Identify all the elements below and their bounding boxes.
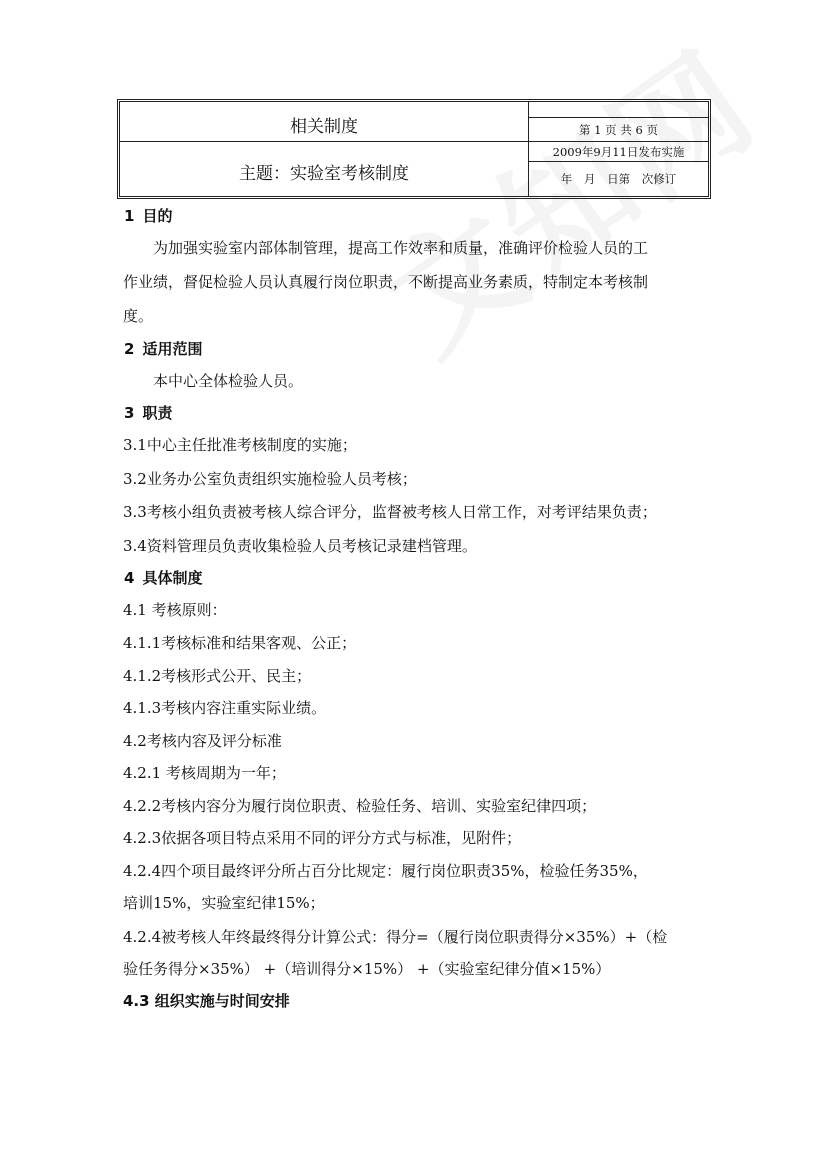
paragraph-line: 作业绩，督促检验人员认真履行岗位职责，不断提高业务素质，特制定本考核制 xyxy=(123,273,649,291)
section-title: 职责 xyxy=(142,404,173,422)
list-item: 4.2.4四个项目最终评分所占百分比规定：履行岗位职责35%，检验任务35%， xyxy=(123,862,648,880)
list-item: 4.2.2考核内容分为履行岗位职责、检验任务、培训、实验室纪律四项； xyxy=(123,797,597,815)
list-item: 3.3考核小组负责被考核人综合评分，监督被考核人日常工作，对考评结果负责； xyxy=(123,503,657,521)
list-item: 3.4资料管理员负责收集检验人员考核记录建档管理。 xyxy=(123,537,477,555)
section-title: 适用范围 xyxy=(142,340,203,358)
header-page-info: 第 1 页 共 6 页 xyxy=(579,123,658,137)
section-title: 目的 xyxy=(142,207,173,225)
list-item: 验任务得分×35%） +（培训得分×15%） +（实验室纪律分值×15%） xyxy=(123,960,611,978)
list-item: 4.2.1 考核周期为一年； xyxy=(123,764,286,782)
section-title: 具体制度 xyxy=(142,569,203,587)
section-heading xyxy=(124,568,202,588)
list-item: 4.2.4被考核人年终最终得分计算公式：得分=（履行岗位职责得分×35%）+（检 xyxy=(123,928,668,946)
header-issue-date: 2009年9月11日发布实施 xyxy=(552,145,685,159)
section-number: 1 xyxy=(124,207,135,225)
header-revision: 年 月 日第 次修订 xyxy=(560,172,677,186)
list-item: 4.1 考核原则： xyxy=(123,601,227,619)
section-heading xyxy=(124,403,172,423)
list-item: 3.2业务办公室负责组织实施检验人员考核； xyxy=(123,470,417,488)
section-heading xyxy=(124,206,172,226)
header-divider xyxy=(528,117,708,118)
list-item: 4.1.1考核标准和结果客观、公正； xyxy=(123,634,357,652)
section-number: 2 xyxy=(124,340,135,358)
header-divider xyxy=(528,161,708,162)
header-subject: 主题：实验室考核制度 xyxy=(239,164,409,184)
list-item: 4.2.3依据各项目特点采用不同的评分方式与标准，见附件； xyxy=(123,829,522,847)
list-item: 培训15%，实验室纪律15%； xyxy=(123,894,325,912)
document-header-table xyxy=(117,99,711,199)
list-item: 4.2考核内容及评分标准 xyxy=(123,732,282,750)
paragraph-line: 为加强实验室内部体制管理，提高工作效率和质量，准确评价检验人员的工 xyxy=(153,239,649,257)
header-divider xyxy=(528,141,708,142)
list-item: 4.1.3考核内容注重实际业绩。 xyxy=(123,699,327,717)
header-divider xyxy=(120,141,528,142)
section-heading xyxy=(124,339,202,359)
paragraph-line: 度。 xyxy=(123,307,154,325)
section-number: 3 xyxy=(124,404,135,422)
section-number: 4 xyxy=(124,569,135,587)
list-item: 4.1.2考核形式公开、民主； xyxy=(123,667,312,685)
paragraph-line: 本中心全体检验人员。 xyxy=(153,372,304,390)
subsection-heading: 4.3 组织实施与时间安排 xyxy=(123,992,290,1010)
header-category: 相关制度 xyxy=(290,117,358,137)
list-item: 3.1中心主任批准考核制度的实施； xyxy=(123,436,357,454)
